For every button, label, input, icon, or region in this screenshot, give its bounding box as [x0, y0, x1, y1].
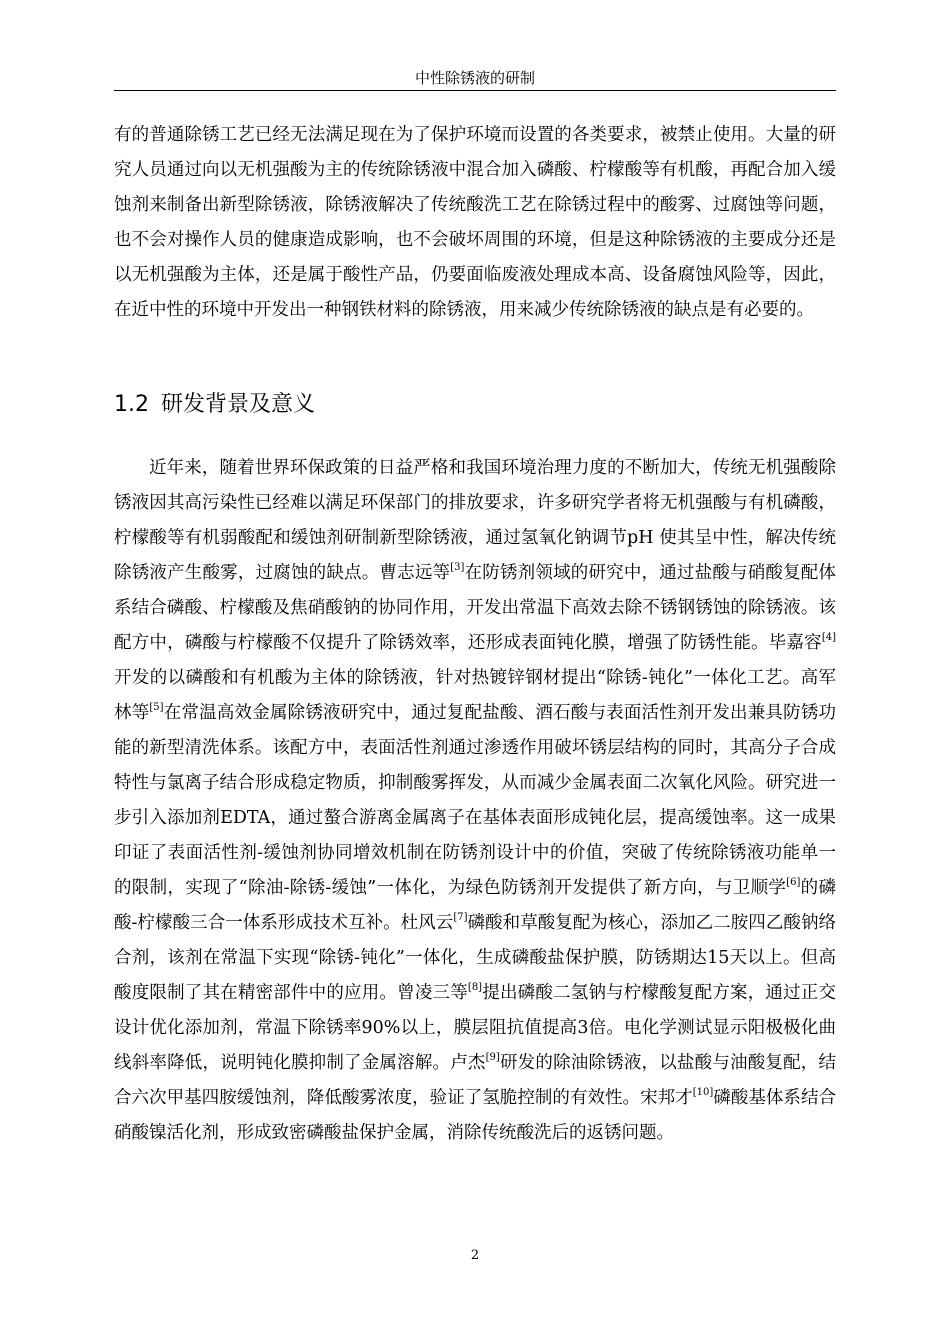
paragraph-text: 在常温高效金属除锈液研究中，通过复配盐酸、酒石酸与表面活性剂开发出兼具防锈功能的新型清洗体系。该配方中，表面活性剂通过渗透作用破坏锈层结构的同时，其高分子合成特性与氯离子结合形成稳定物质，抑制酸雾挥发，从而减少金属表面二次氧化风险。研究进一步引入添加剂EDTA，通过螯合游离金属离子在基体表面形成钝化层，提高缓蚀率。这一成果印证了表面活性剂-缓蚀剂协同增效机制在防锈剂设计中的价值，突破了传统除锈液功能单一的限制，实现了“除油-除锈-缓蚀”一体化，为绿色防锈剂开发提供了新方向，与卫顺学 — [114, 703, 837, 898]
paragraph-text: 的磷酸-柠檬酸三合一体系形成技术互补。杜风云 — [114, 878, 836, 933]
paragraph-text: 近年来，随着世界环保政策的日益严格和我国环境治理力度的不断加大，传统无机强酸除锈液因其高污染性已经难以满足环保部门的排放要求，许多研究学者将无机强酸与有机磷酸，柠檬酸等有机弱酸配和缓蚀剂研制新型除锈液，通过氢氧化钠调节pH 使其呈中性，解决传统除锈液产生酸雾，过腐蚀的缺点。曹志远等 — [114, 458, 836, 583]
section-title: 研发背景及意义 — [161, 392, 316, 417]
section-number: 1.2 — [114, 392, 149, 417]
citation-ref: [10] — [692, 1087, 714, 1099]
paragraph-text: 磷酸和草酸复配为核心，添加乙二胺四乙酸钠络合剂，该剂在常温下实现“除锈-钝化”一体化，生成磷酸盐保护膜，防锈期达15天以上。但高酸度限制了其在精密部件中的应用。曾凌三等 — [114, 913, 836, 1003]
section-heading — [114, 390, 836, 420]
running-header: 中性除锈液的研制 — [414, 69, 535, 87]
header-rule — [114, 90, 836, 91]
page-number: 2 — [470, 1248, 480, 1263]
citation-ref: [7] — [453, 912, 468, 924]
paragraph-text: 在防锈剂领域的研究中，通过盐酸与硝酸复配体系结合磷酸、柠檬酸及焦硝酸钠的协同作用，开发出常温下高效去除不锈钢锈蚀的除锈液。该配方中，磷酸与柠檬酸不仅提升了除锈效率，还形成表面钝化膜，增强了防锈性能。毕嘉容 — [114, 563, 836, 653]
paragraph-text: 提出磷酸二氢钠与柠檬酸复配方案，通过正交设计优化添加剂，常温下除锈率90%以上，膜层阻抗值提高3倍。电化学测试显示阳极极化曲线斜率降低，说明钝化膜抑制了金属溶解。卢杰 — [114, 983, 837, 1073]
citation-ref: [8] — [467, 982, 483, 994]
paragraph-background — [114, 451, 836, 1151]
paragraph-continued: 有的普通除锈工艺已经无法满足现在为了保护环境而设置的各类要求，被禁止使用。大量的研究人员通过向以无机强酸为主的传统除锈液中混合加入磷酸、柠檬酸等有机酸，再配合加入缓蚀剂来制备出新型除锈液，除锈液解决了传统酸洗工艺在除锈过程中的酸雾、过腐蚀等问题，也不会对操作人员的健康造成影响，也不会破坏周围的环境，但是这种除锈液的主要成分还是以无机强酸为主体，还是属于酸性产品，仍要面临废液处理成本高、设备腐蚀风险等，因此，在近中性的环境中开发出一种钢铁材料的除锈液，用来减少传统除锈液的缺点是有必要的。 — [114, 125, 836, 320]
paragraph-text: 开发的以磷酸和有机酸为主体的除锈液，针对热镀锌钢材提出“除锈-钝化”一体化工艺。高军林等 — [114, 668, 836, 723]
paragraph-text: 研发的除油除锈液，以盐酸与油酸复配，结合六次甲基四胺缓蚀剂，降低酸雾浓度，验证了氢脆控制的有效性。宋邦才 — [114, 1053, 836, 1108]
paragraph-text: 磷酸基体系结合硝酸镍活化剂，形成致密磷酸盐保护金属，消除传统酸洗后的返锈问题。 — [114, 1088, 837, 1143]
citation-ref: [9] — [485, 1052, 500, 1064]
citation-ref: [6] — [786, 877, 801, 889]
citation-ref: [3] — [450, 562, 465, 574]
citation-ref: [5] — [149, 702, 164, 714]
citation-ref: [4] — [821, 632, 836, 644]
